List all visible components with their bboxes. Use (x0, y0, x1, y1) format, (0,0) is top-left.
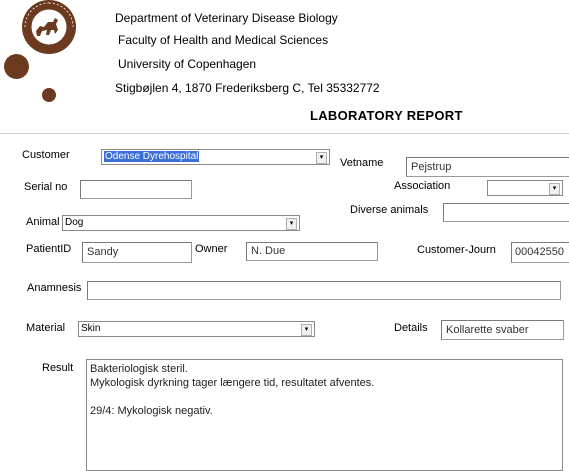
vetname-label: Vetname (340, 157, 384, 169)
dropdown-arrow-icon[interactable]: ▾ (316, 152, 327, 164)
details-label: Details (394, 322, 428, 334)
details-field[interactable]: Kollarette svaber (441, 320, 564, 340)
customer-select[interactable] (101, 149, 330, 165)
header-faculty: Faculty of Health and Medical Sciences (118, 33, 329, 47)
result-label: Result (42, 362, 74, 374)
result-line: Bakteriologisk steril. (90, 363, 188, 375)
association-label: Association (394, 180, 451, 192)
vetname-field[interactable]: Pejstrup (406, 157, 569, 177)
owner-label: Owner (195, 243, 228, 255)
anamnesis-field[interactable] (87, 281, 561, 300)
header-divider (0, 133, 569, 134)
customer-value: Odense Dyrehospital (105, 151, 199, 162)
university-seal-logo (18, 0, 80, 58)
customer-journ-field[interactable]: 00042550 (511, 242, 569, 263)
material-label: Material (26, 322, 66, 334)
logo-dot-large (4, 54, 29, 79)
owner-field[interactable]: N. Due (246, 242, 378, 261)
result-line (90, 390, 559, 404)
dropdown-arrow-icon[interactable]: ▾ (549, 183, 560, 195)
header-department: Department of Veterinary Disease Biology (115, 11, 338, 25)
animal-select[interactable] (62, 215, 300, 231)
result-line: 29/4: Mykologisk negativ. (90, 405, 213, 417)
customer-label: Customer (22, 149, 70, 161)
customer-journ-label: Customer-Journ (417, 244, 496, 256)
result-textarea[interactable] (86, 359, 563, 471)
patient-id-field[interactable]: Sandy (82, 242, 192, 263)
diverse-animals-label: Diverse animals (350, 204, 429, 216)
anamnesis-label: Anamnesis (27, 282, 82, 294)
report-title: LABORATORY REPORT (310, 108, 463, 123)
dropdown-arrow-icon[interactable]: ▾ (286, 218, 297, 230)
material-select[interactable] (78, 321, 315, 337)
material-value: Skin (81, 323, 101, 334)
logo-dot-small (42, 88, 56, 102)
animal-value: Dog (65, 217, 84, 228)
serial-no-label: Serial no (24, 181, 68, 193)
header-address: Stigbøjlen 4, 1870 Frederiksberg C, Tel 35332772 (115, 81, 380, 95)
patient-id-label: PatientID (26, 243, 72, 255)
result-line: Mykologisk dyrkning tager længere tid, resultatet afventes. (90, 377, 375, 389)
association-select[interactable] (487, 180, 563, 196)
header-university: University of Copenhagen (118, 57, 257, 71)
serial-no-field[interactable] (80, 180, 192, 199)
animal-label: Animal (26, 216, 60, 228)
diverse-animals-field[interactable] (443, 203, 569, 222)
dropdown-arrow-icon[interactable]: ▾ (301, 324, 312, 336)
